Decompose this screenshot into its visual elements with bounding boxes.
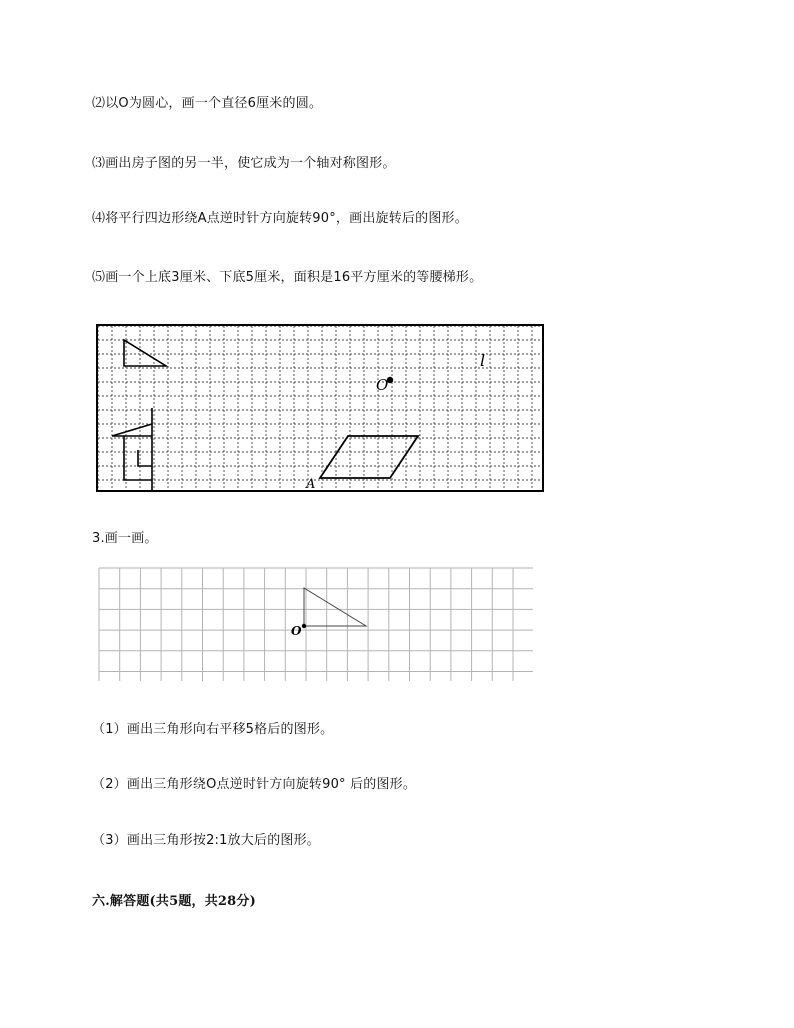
grid-figure-2 — [98, 567, 534, 685]
label-o-2: O — [291, 624, 302, 638]
instruction-draw-trapezoid: ⑸画一个上底3厘米、下底5厘米，面积是16平方厘米的等腰梯形。 — [92, 270, 483, 285]
point-o — [302, 624, 306, 628]
question-3-item-2: （2）画出三角形绕O点逆时针方向旋转90° 后的图形。 — [92, 777, 417, 792]
solid-grid — [98, 567, 534, 685]
grid-figure-1 — [96, 324, 546, 494]
instruction-draw-circle: ⑵以O为圆心，画一个直径6厘米的圆。 — [92, 96, 323, 111]
label-a: A — [306, 477, 316, 492]
question-3-title: 3.画一画。 — [92, 531, 158, 546]
label-o: O — [376, 376, 389, 394]
dotted-grid — [96, 324, 546, 494]
label-axis-l: l — [480, 351, 486, 370]
section-heading-answers: 六.解答题(共5题，共28分) — [92, 894, 256, 909]
small-triangle — [124, 340, 166, 366]
instruction-rotate-parallelogram: ⑷将平行四边形绕A点逆时针方向旋转90°，画出旋转后的图形。 — [92, 211, 468, 226]
triangle — [304, 588, 366, 626]
question-3-item-3: （3）画出三角形按2:1放大后的图形。 — [92, 833, 320, 848]
parallelogram — [320, 436, 418, 478]
question-3-item-1: （1）画出三角形向右平移5格后的图形。 — [92, 722, 334, 737]
instruction-symmetric-house: ⑶画出房子图的另一半，使它成为一个轴对称图形。 — [92, 156, 396, 171]
house-roof — [112, 424, 152, 436]
